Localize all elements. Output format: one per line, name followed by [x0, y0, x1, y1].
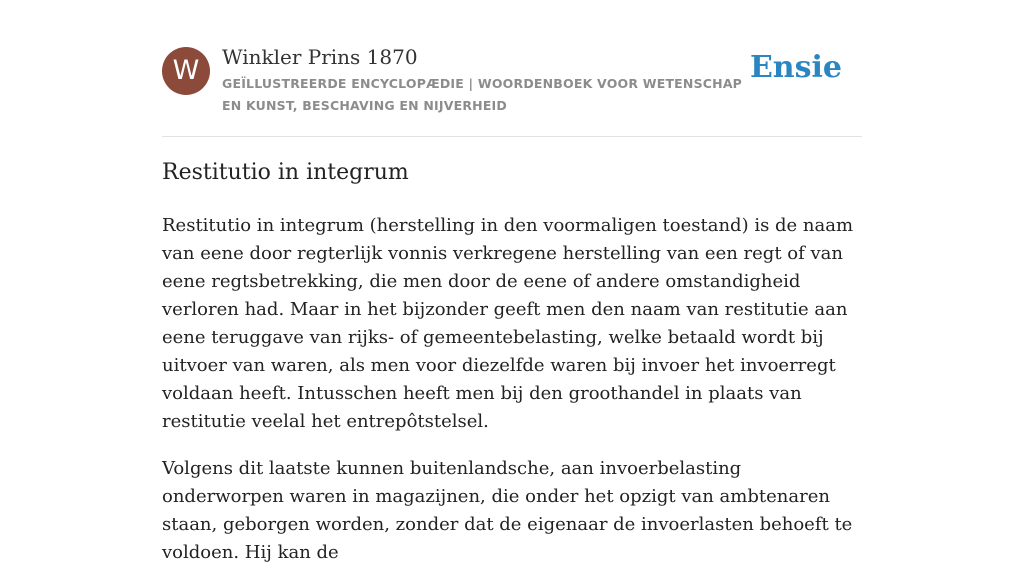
source-title[interactable]: Winkler Prins 1870 — [222, 45, 418, 69]
brand-logo[interactable]: Ensie — [749, 50, 842, 85]
source-subtitle: GEÏLLUSTREERDE ENCYCLOPÆDIE | WOORDENBOEK VOOR WETENSCHAP EN KUNST, BESCHAVING EN NIJVERHEID — [222, 76, 743, 113]
article-paragraph: Volgens dit laatste kunnen buitenlandsche, aan invoerbelasting onderworpen waren in magazijnen, die onder het opzigt van ambtenaren staan, geborgen worden, zonder dat de eigenaar de invoerlasten behoeft te voldoen. Hij kan de — [162, 458, 853, 563]
avatar[interactable]: W — [162, 47, 210, 95]
article-body — [162, 212, 862, 586]
article-paragraph: Restitutio in integrum (herstelling in den voormaligen toestand) is de naam van eene door regterlijk vonnis verkregene herstelling van een regt of van eene regtsbetrekking, die men door de eene of andere omstandigheid verloren had. Maar in het bijzonder geeft men den naam van restitutie aan eene teruggave van rijks- of gemeentebelasting, welke betaald wordt bij uitvoer van waren, als men voor diezelfde waren bij invoer het invoerregt voldaan heeft. Intusschen heeft men bij den groothandel in plaats van restitutie veelal het entrepôtstelsel. — [162, 215, 854, 432]
source-header — [162, 42, 862, 137]
article-title: Restitutio in integrum — [162, 160, 409, 185]
